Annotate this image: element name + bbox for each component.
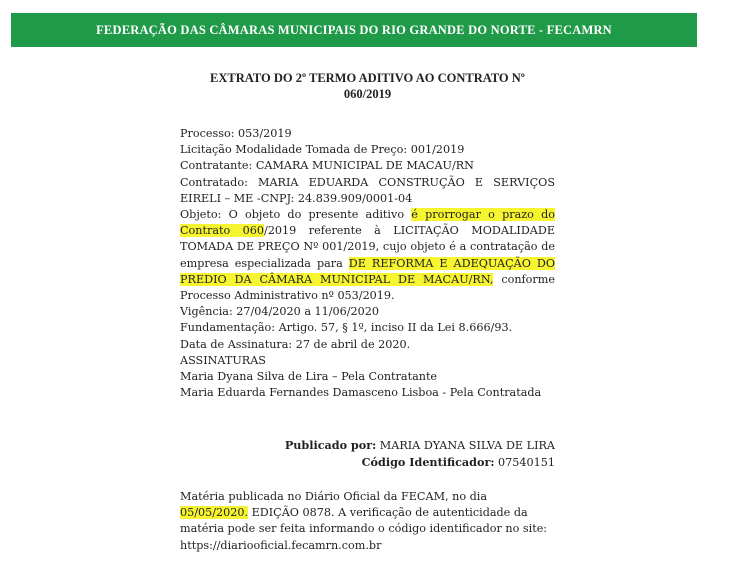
title-line-1: EXTRATO DO 2º TERMO ADITIVO AO CONTRATO Nº bbox=[210, 71, 525, 85]
assinatura-date-line: Data de Assinatura: 27 de abril de 2020. bbox=[180, 337, 411, 351]
vigencia-line: Vigência: 27/04/2020 a 11/06/2020 bbox=[180, 305, 380, 319]
objeto-text-middle: /2019 referente à LICITAÇÃO MODALIDADE TOMADA DE PREÇO Nº 001/2019, cujo objeto é a contratação de empresa especializada para bbox=[180, 224, 556, 270]
objeto-highlight-2: DE REFORMA E ADEQUAÇÃO DO PREDIO DA CÂMARA MUNICIPAL DE MACAU/RN, bbox=[180, 256, 555, 286]
footer-url: https://diariooficial.fecamrn.com.br bbox=[180, 538, 382, 552]
footer-text-end: EDIÇÃO 0878. A verificação de autenticidade da matéria pode ser feita informando o código identificador no site: bbox=[180, 506, 548, 536]
title-line-2: 060/2019 bbox=[343, 87, 392, 101]
licitacao-line: Licitação Modalidade Tomada de Preço: 001/2019 bbox=[180, 143, 465, 157]
document-title bbox=[180, 70, 555, 102]
codigo-identificador-value: 07540151 bbox=[494, 456, 555, 470]
fundamentacao-line: Fundamentação: Artigo. 57, § 1º, inciso II da Lei 8.666/93. bbox=[180, 321, 513, 335]
publication-date-highlight: 05/05/2020. bbox=[180, 506, 249, 520]
contratado-paragraph: Contratado: MARIA EDUARDA CONSTRUÇÃO E SERVIÇOS EIRELI – ME -CNPJ: 24.839.909/0001-04 bbox=[180, 175, 555, 205]
publication-footer bbox=[180, 489, 555, 554]
codigo-identificador-line bbox=[180, 454, 555, 471]
publicado-por-label: Publicado por: bbox=[284, 438, 377, 452]
objeto-highlight-1: é prorrogar o prazo do Contrato 060 bbox=[180, 208, 555, 238]
codigo-identificador-label: Código Identificador: bbox=[361, 455, 495, 470]
signer-contratada: Maria Eduarda Fernandes Damasceno Lisboa - Pela Contratada bbox=[180, 386, 542, 400]
objeto-text-end: conforme Processo Administrativo nº 053/2019. bbox=[180, 272, 555, 303]
footer-paragraph bbox=[180, 489, 555, 538]
footer-text-start: Matéria publicada no Diário Oficial da FECAM, no dia bbox=[180, 490, 488, 503]
assinaturas-header: ASSINATURAS bbox=[180, 353, 266, 367]
objeto-paragraph bbox=[180, 207, 555, 304]
contratante-line: Contratante: CAMARA MUNICIPAL DE MACAU/RN bbox=[180, 159, 474, 173]
processo-line: Processo: 053/2019 bbox=[180, 127, 292, 140]
publicado-por-line bbox=[180, 437, 555, 454]
publication-info bbox=[180, 437, 555, 471]
signer-contratante: Maria Dyana Silva de Lira – Pela Contratante bbox=[180, 370, 438, 384]
document-body bbox=[180, 126, 555, 401]
header-banner: FEDERAÇÃO DAS CÂMARAS MUNICIPAIS DO RIO GRANDE DO NORTE - FECAMRN bbox=[11, 13, 697, 47]
objeto-text-start: Objeto: O objeto do presente aditivo bbox=[180, 208, 412, 222]
publicado-por-value: MARIA DYANA SILVA DE LIRA bbox=[376, 439, 555, 452]
